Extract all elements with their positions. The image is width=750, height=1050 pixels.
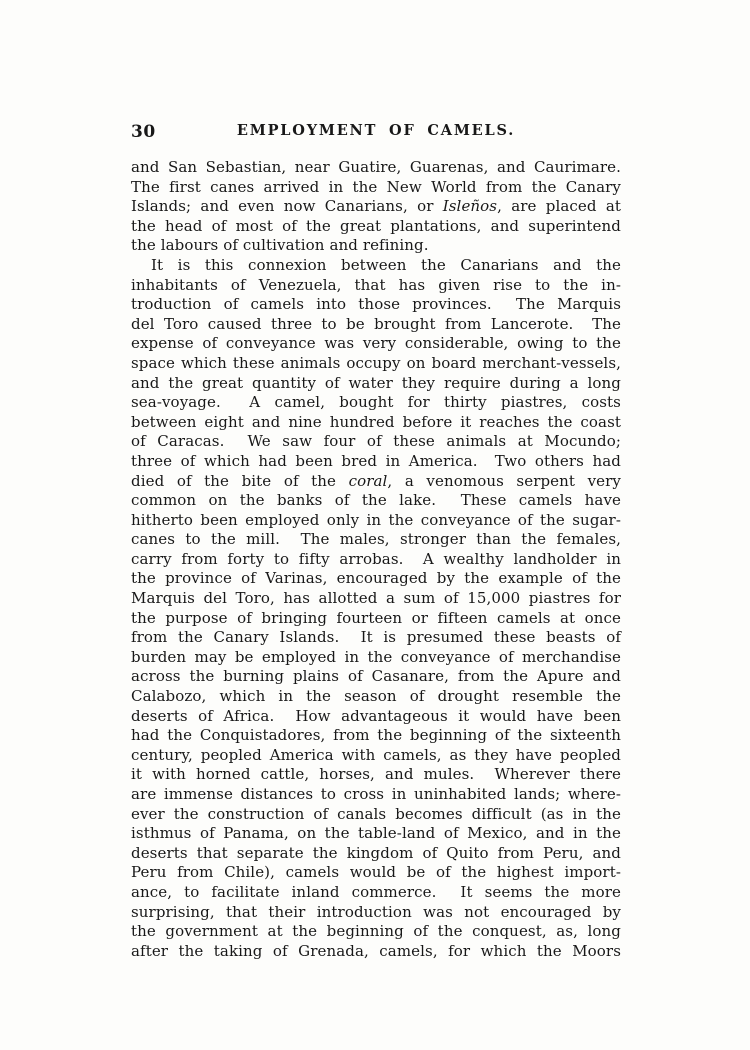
text-segment: and San Sebastian, near Guatire, Guarenas, and Caurimare. xyxy=(131,158,621,176)
running-header: EMPLOYMENT OF CAMELS. xyxy=(236,122,516,139)
text-line xyxy=(131,903,621,923)
text-line xyxy=(131,844,621,864)
page-number: 30 xyxy=(131,122,156,142)
text-line xyxy=(131,315,621,335)
text-line xyxy=(131,491,621,511)
text-segment: The first canes arrived in the New World from the Canary xyxy=(131,177,621,196)
text-segment: are immense distances to cross in uninhabited lands; where- xyxy=(131,785,621,803)
text-segment: the province of Varinas, encouraged by the example of the xyxy=(131,569,621,588)
page-body xyxy=(131,158,621,961)
text-line xyxy=(131,236,621,256)
text-line xyxy=(131,863,621,883)
text-segment: the labours of cultivation and refining. xyxy=(131,236,429,255)
text-line xyxy=(131,942,621,962)
text-line xyxy=(131,648,621,668)
text-segment: inhabitants of Venezuela, that has given rise to the in- xyxy=(131,275,621,294)
text-line xyxy=(131,550,621,570)
text-segment: Marquis del Toro, has allotted a sum of 15,000 piastres for xyxy=(131,589,621,608)
italic-text: Isleños xyxy=(442,197,498,216)
text-segment: common on the banks of the lake. These camels have xyxy=(131,491,621,510)
text-line xyxy=(131,746,621,766)
text-segment: died of the bite of the xyxy=(131,471,349,490)
text-segment: the head of most of the great plantations, and superintend xyxy=(131,216,621,235)
text-segment: three of which had been bred in America. Two others had xyxy=(131,451,621,470)
text-segment: hitherto been employed only in the conveyance of the sugar- xyxy=(131,510,621,529)
text-line xyxy=(131,276,621,296)
text-line xyxy=(131,413,621,433)
text-line xyxy=(131,511,621,531)
text-line xyxy=(131,432,621,452)
text-line xyxy=(131,217,621,237)
text-line xyxy=(131,393,621,413)
text-line xyxy=(131,178,621,198)
text-line xyxy=(131,374,621,394)
text-line xyxy=(131,530,621,550)
text-segment: century, peopled America with camels, as they have peopled xyxy=(131,745,621,764)
text-segment: canes to the mill. The males, stronger than the females, xyxy=(131,530,621,549)
text-segment: Calabozo, which in the season of drought resemble the xyxy=(131,687,621,706)
text-line xyxy=(131,883,621,903)
text-line xyxy=(131,197,621,217)
text-segment: had the Conquistadores, from the beginning of the sixteenth xyxy=(131,726,621,745)
text-line xyxy=(131,922,621,942)
text-segment: , a venomous serpent very xyxy=(387,471,621,490)
text-line xyxy=(131,667,621,687)
text-line xyxy=(131,472,621,492)
text-segment: sea-voyage. A camel, bought for thirty piastres, costs xyxy=(131,393,621,412)
text-segment: across the burning plains of Casanare, from the Apure and xyxy=(131,667,621,686)
text-line xyxy=(131,569,621,589)
text-segment: carry from forty to fifty arrobas. A wealthy landholder in xyxy=(131,549,621,568)
text-line xyxy=(131,609,621,629)
text-segment: Islands; and even now Canarians, or xyxy=(131,197,443,216)
text-line xyxy=(131,628,621,648)
text-segment: and the great quantity of water they require during a long xyxy=(131,373,621,392)
text-line xyxy=(131,805,621,825)
text-segment: from the Canary Islands. It is presumed these beasts of xyxy=(131,628,621,647)
text-line xyxy=(131,354,621,374)
text-line xyxy=(131,452,621,472)
text-segment: ance, to facilitate inland commerce. It seems the more xyxy=(131,882,621,901)
text-segment: surprising, that their introduction was not encouraged by xyxy=(131,902,621,921)
text-line xyxy=(131,158,621,178)
text-segment: the purpose of bringing fourteen or fifteen camels at once xyxy=(131,608,621,627)
text-segment: after the taking of Grenada, camels, for which the Moors xyxy=(131,941,621,960)
text-segment: del Toro caused three to be brought from Lancerote. The xyxy=(131,314,621,333)
text-line xyxy=(131,334,621,354)
text-line xyxy=(131,726,621,746)
text-segment: of Caracas. We saw four of these animals at Mocundo; xyxy=(131,432,621,451)
text-line xyxy=(131,295,621,315)
text-line xyxy=(131,707,621,727)
text-segment: troduction of camels into those provinces. The Marquis xyxy=(131,295,621,314)
text-line xyxy=(131,824,621,844)
text-line xyxy=(131,765,621,785)
text-segment: expense of conveyance was very considerable, owing to the xyxy=(131,334,621,353)
text-segment: deserts of Africa. How advantageous it would have been xyxy=(131,706,621,725)
text-segment: ever the construction of canals becomes difficult (as in the xyxy=(131,804,621,823)
text-line xyxy=(131,256,621,276)
text-line xyxy=(131,785,621,805)
text-segment: burden may be employed in the conveyance of merchandise xyxy=(131,647,621,666)
text-segment: It is this connexion between the Canarians and the xyxy=(151,255,621,274)
text-segment: , are placed at xyxy=(497,197,621,216)
text-line xyxy=(131,589,621,609)
text-segment: the government at the beginning of the conquest, as, long xyxy=(131,922,621,941)
text-segment: it with horned cattle, horses, and mules. Wherever there xyxy=(131,765,621,784)
text-line xyxy=(131,687,621,707)
text-segment: space which these animals occupy on board merchant-vessels, xyxy=(131,353,621,372)
text-segment: between eight and nine hundred before it reaches the coast xyxy=(131,412,621,431)
page-header xyxy=(131,122,621,142)
text-segment: deserts that separate the kingdom of Quito from Peru, and xyxy=(131,843,621,862)
text-segment: Peru from Chile), camels would be of the highest import- xyxy=(131,863,621,882)
text-segment: isthmus of Panama, on the table-land of Mexico, and in the xyxy=(131,824,621,843)
italic-text: coral xyxy=(348,471,388,490)
